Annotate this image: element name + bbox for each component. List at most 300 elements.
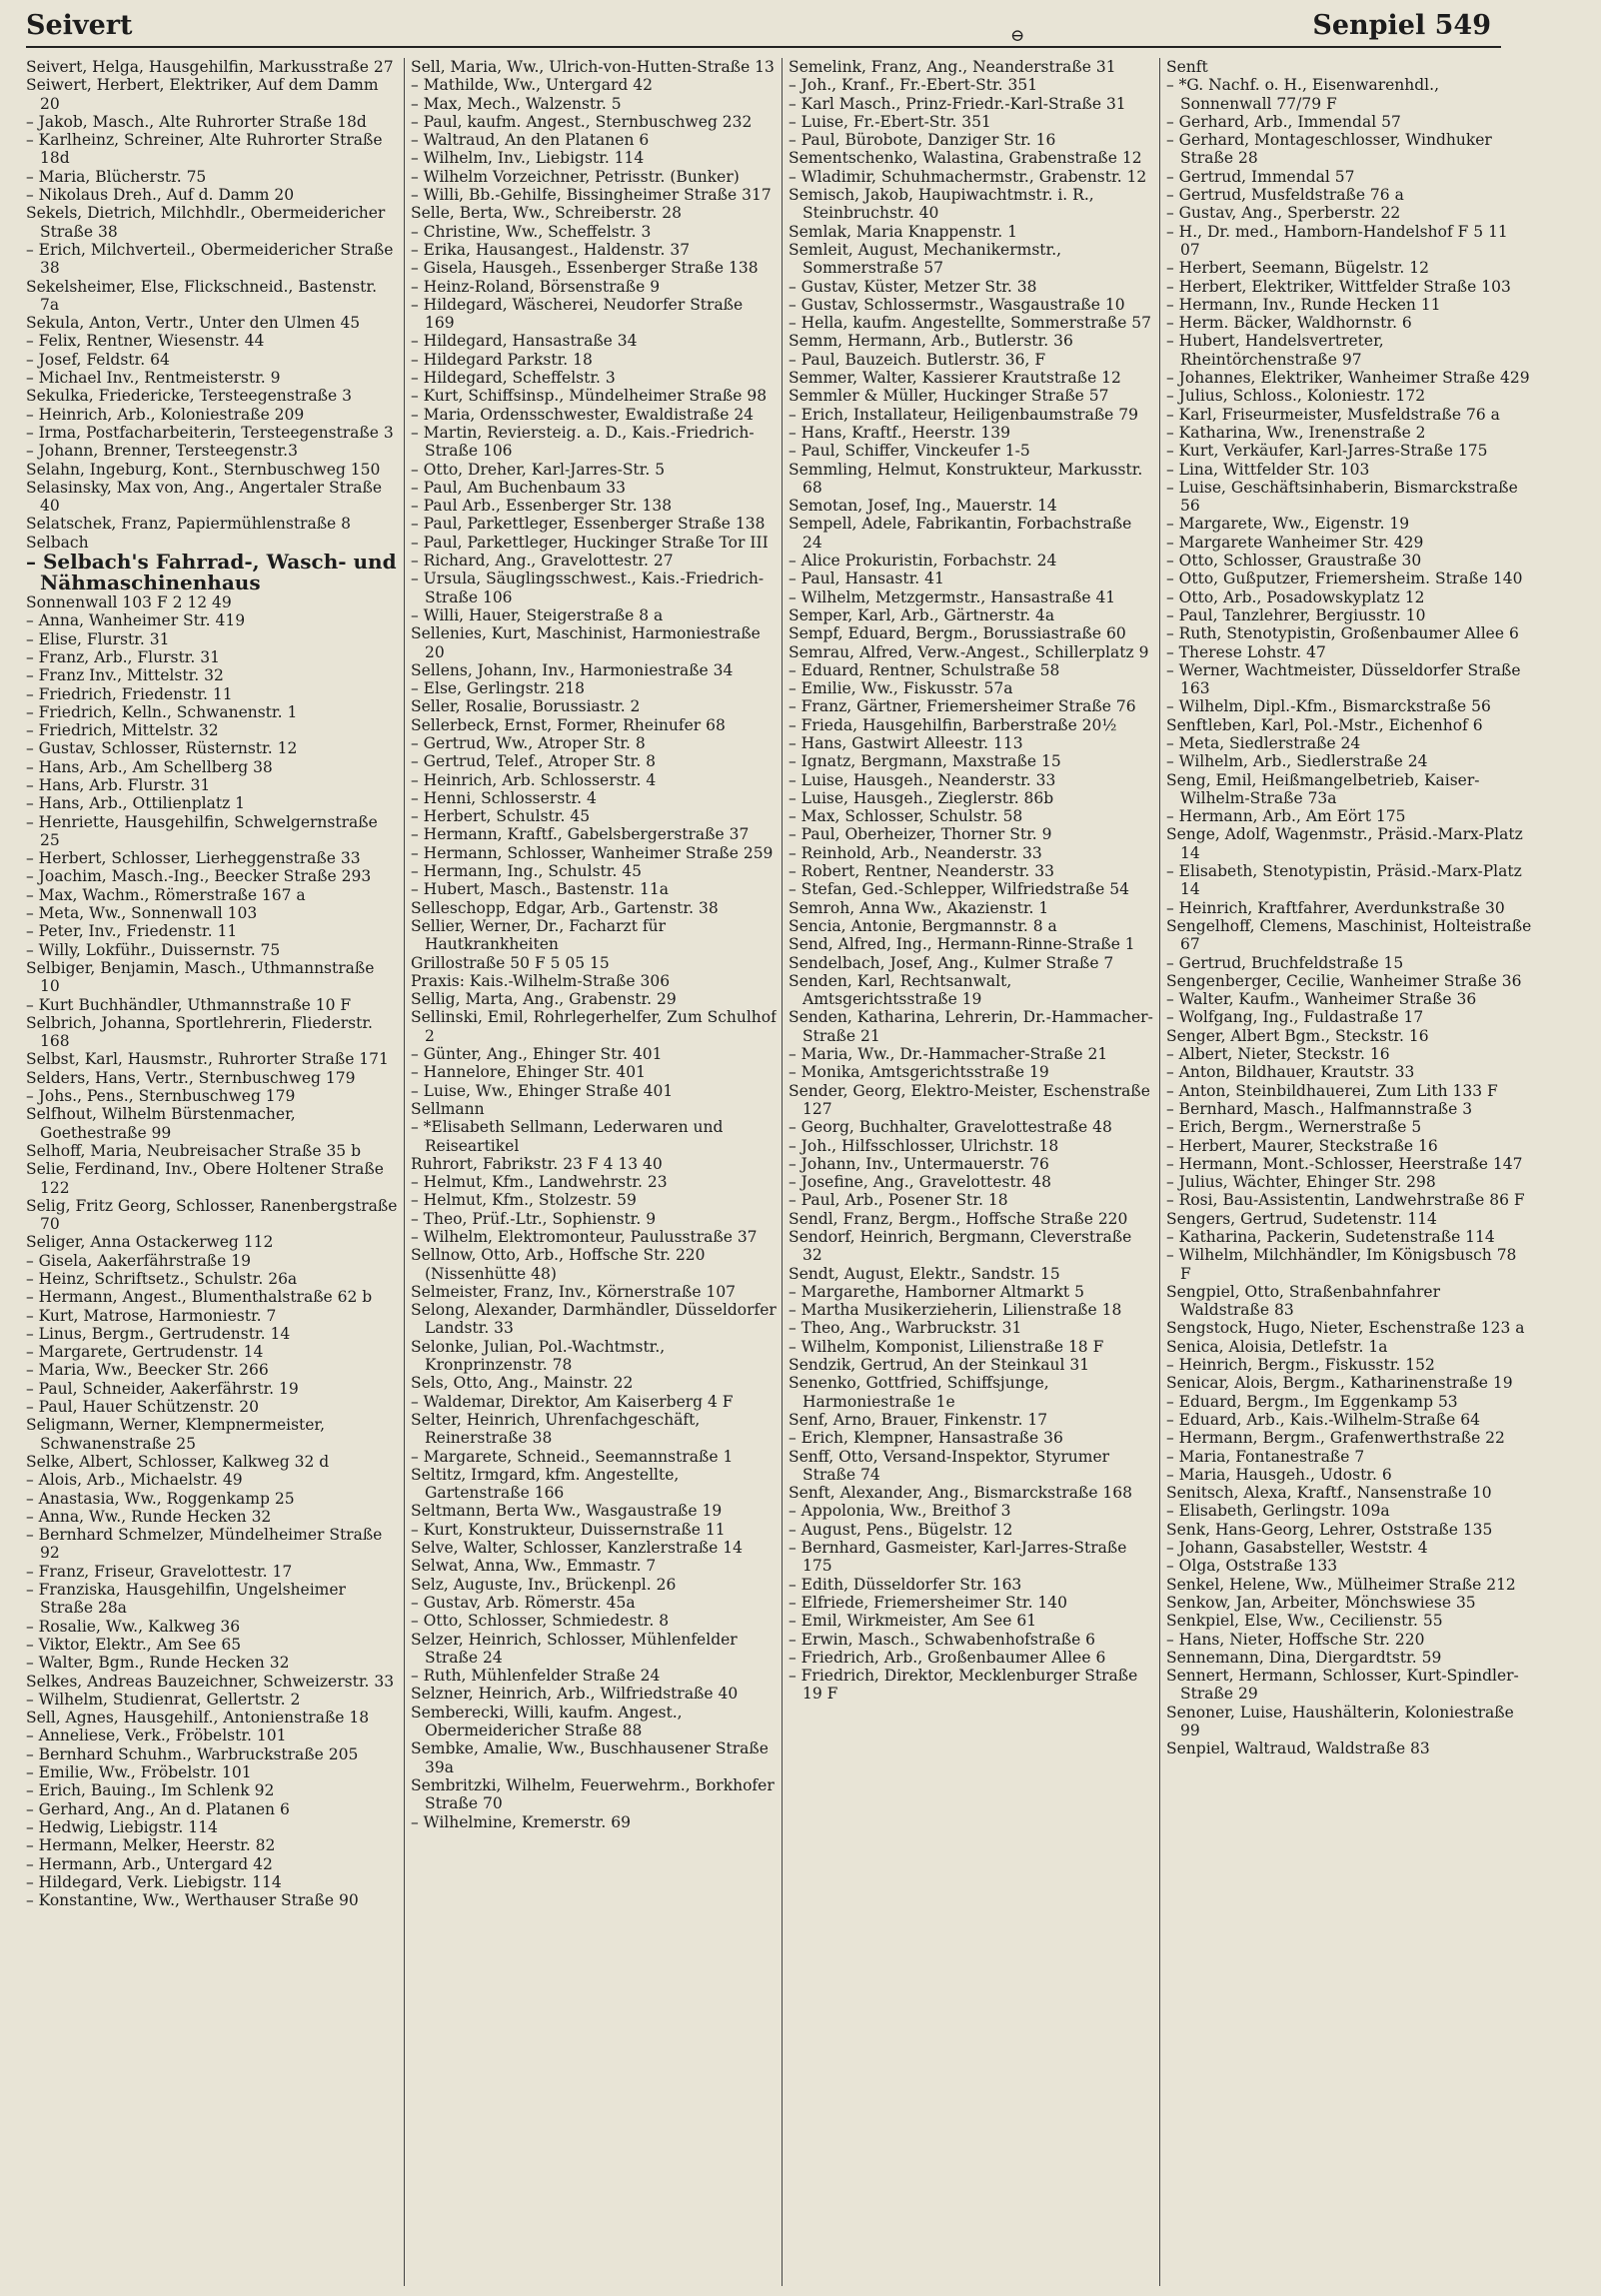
entry: Senf, Arno, Brauer, Finkenstr. 17 — [789, 1410, 1048, 1429]
entry: – Karl, Friseurmeister, Musfeldstraße 76 a — [1166, 405, 1500, 424]
entry: – Hella, kaufm. Angestellte, Sommerstraße 57 — [789, 314, 1152, 333]
entry: – Erich, Klempner, Hansastraße 36 — [789, 1429, 1063, 1448]
entry: – Günter, Ang., Ehinger Str. 401 — [411, 1045, 663, 1064]
entry: Semmling, Helmut, Konstrukteur, Markusstr. 68 — [789, 460, 1143, 497]
entry: Semberecki, Willi, kaufm. Angest., Obermeidericher Straße 88 — [411, 1703, 683, 1740]
entry: – Erich, Bergm., Wernerstraße 5 — [1166, 1118, 1422, 1137]
entry: – Wladimir, Schuhmachermstr., Grabenstr. 12 — [789, 167, 1147, 186]
entry: Sellmann — [411, 1099, 485, 1118]
entry: Grillostraße 50 F 5 05 15 — [411, 953, 610, 972]
entry: – Ursula, Säuglingsschwest., Kais.-Friedrich-Straße 106 — [411, 570, 765, 606]
entry: – Mathilde, Ww., Untergard 42 — [411, 76, 654, 95]
entry: – Herbert, Seemann, Bügelstr. 12 — [1166, 259, 1429, 278]
entry: – Paul, Oberheizer, Thorner Str. 9 — [789, 825, 1052, 844]
entry: – Lina, Wittfelder Str. 103 — [1166, 460, 1370, 479]
entry: Senk, Hans-Georg, Lehrer, Oststraße 135 — [1166, 1520, 1493, 1539]
entry: Selzer, Heinrich, Schlosser, Mühlenfelder Straße 24 — [411, 1630, 738, 1667]
entry: – Paul, Tanzlehrer, Bergiusstr. 10 — [1166, 605, 1426, 624]
entry: Sengstock, Hugo, Nieter, Eschenstraße 123 a — [1166, 1319, 1525, 1338]
entry: Selbiger, Benjamin, Masch., Uthmannstraße 10 — [26, 958, 375, 996]
entry: – Otto, Schlosser, Schmiedestr. 8 — [411, 1612, 670, 1631]
entry: – Heinz-Roland, Börsenstraße 9 — [411, 277, 661, 296]
entry: Selie, Ferdinand, Inv., Obere Holtener Straße 122 — [26, 1160, 384, 1197]
entry: – Elfriede, Friemersheimer Str. 140 — [789, 1593, 1068, 1612]
entry: Sellerbeck, Ernst, Former, Rheinufer 68 — [411, 715, 726, 734]
entry: – Nikolaus Dreh., Auf d. Damm 20 — [26, 186, 295, 205]
entry: Selwat, Anna, Ww., Emmastr. 7 — [411, 1557, 657, 1576]
entry: Senpiel, Waltraud, Waldstraße 83 — [1166, 1739, 1430, 1758]
entry: Sellenies, Kurt, Maschinist, Harmoniestraße 20 — [411, 624, 761, 661]
entry: – Kurt Buchhändler, Uthmannstraße 10 F — [26, 995, 352, 1014]
entry: – Appolonia, Ww., Breithof 3 — [789, 1502, 1011, 1521]
entry: – Werner, Wachtmeister, Düsseldorfer Straße 163 — [1166, 660, 1521, 698]
entry: – *Elisabeth Sellmann, Lederwaren und Reiseartikel — [411, 1118, 724, 1155]
entry: – Wilhelm, Arb., Siedlerstraße 24 — [1166, 752, 1428, 771]
entry: – Luise, Fr.-Ebert-Str. 351 — [789, 112, 991, 131]
entry: – Henriette, Hausgehilfin, Schwelgernstraße 25 — [26, 812, 378, 849]
entry: Sengpiel, Otto, Straßenbahnfahrer Waldstraße 83 — [1166, 1282, 1440, 1320]
entry: Selders, Hans, Vertr., Sternbuschweg 179 — [26, 1068, 356, 1087]
entry: – Irma, Postfacharbeiterin, Tersteegenstraße 3 — [26, 423, 394, 442]
entry: – Margarete, Ww., Eigenstr. 19 — [1166, 515, 1410, 534]
entry: Selve, Walter, Schlosser, Kanzlerstraße 14 — [411, 1539, 744, 1558]
entry: – Heinrich, Arb. Schlosserstr. 4 — [411, 770, 657, 789]
entry: – Alois, Arb., Michaelstr. 49 — [26, 1471, 243, 1490]
entry: – Gerhard, Arb., Immendal 57 — [1166, 112, 1401, 131]
entry: Selhoff, Maria, Neubreisacher Straße 35 b — [26, 1141, 362, 1160]
entry: Senge, Adolf, Wagenmstr., Präsid.-Marx-Platz 14 — [1166, 825, 1523, 862]
entry: – Karl Masch., Prinz-Friedr.-Karl-Straße 31 — [789, 94, 1126, 113]
entry: Sendl, Franz, Bergm., Hoffsche Straße 220 — [789, 1209, 1128, 1228]
entry: – Herbert, Elektriker, Wittfelder Straße 103 — [1166, 277, 1511, 296]
entry: – Hildegard, Hansastraße 34 — [411, 332, 638, 351]
entry: – Gustav, Schlosser, Rüsternstr. 12 — [26, 739, 298, 758]
entry: – Meta, Ww., Sonnenwall 103 — [26, 904, 258, 923]
entry: Semotan, Josef, Ing., Mauerstr. 14 — [789, 497, 1057, 516]
entry: – Maria, Ww., Dr.-Hammacher-Straße 21 — [789, 1045, 1108, 1064]
entry: Senitsch, Alexa, Kraftf., Nansenstraße 10 — [1166, 1484, 1492, 1503]
entry: Senenko, Gottfried, Schiffsjunge, Harmoniestraße 1e — [789, 1374, 1049, 1411]
entry: Senden, Karl, Rechtsanwalt, Amtsgerichtsstraße 19 — [789, 971, 1012, 1009]
entry: Selzner, Heinrich, Arb., Wilfriedstraße 40 — [411, 1685, 739, 1704]
entry: – Paul, Am Buchenbaum 33 — [411, 478, 626, 497]
entry: – Hermann, Mont.-Schlosser, Heerstraße 147 — [1166, 1154, 1523, 1173]
entry: – *G. Nachf. o. H., Eisenwarenhdl., Sonnenwall 77/79 F — [1166, 76, 1439, 113]
entry: Sekulka, Friedericke, Tersteegenstraße 3 — [26, 387, 352, 406]
entry: – Therese Lohstr. 47 — [1166, 642, 1326, 661]
entry: – Walter, Bgm., Runde Hecken 32 — [26, 1654, 290, 1673]
entry: Sellens, Johann, Inv., Harmoniestraße 34 — [411, 660, 734, 679]
entry: Sekula, Anton, Vertr., Unter den Ulmen 45 — [26, 314, 361, 333]
entry: – Maria, Ww., Beecker Str. 266 — [26, 1361, 269, 1380]
entry: Semlak, Maria Knappenstr. 1 — [789, 222, 1017, 241]
entry: – Hermann, Inv., Runde Hecken 11 — [1166, 295, 1441, 314]
entry: Senft — [1166, 58, 1208, 76]
entry: – Hubert, Handelsvertreter, Rheintörchenstraße 97 — [1166, 332, 1384, 369]
entry: – Paul, Parkettleger, Essenberger Straße 138 — [411, 515, 766, 534]
entry: Seller, Rosalie, Borussiastr. 2 — [411, 697, 641, 716]
entry: – Franz Inv., Mittelstr. 32 — [26, 666, 224, 685]
entry: Sonnenwall 103 F 2 12 49 — [26, 593, 232, 612]
entry: – Eduard, Bergm., Im Eggenkamp 53 — [1166, 1392, 1458, 1411]
entry: Send, Alfred, Ing., Hermann-Rinne-Straße 1 — [789, 935, 1135, 954]
entry: – Walter, Kaufm., Wanheimer Straße 36 — [1166, 990, 1477, 1009]
entry: – Henni, Schlosserstr. 4 — [411, 788, 597, 807]
entry: Sellig, Marta, Ang., Grabenstr. 29 — [411, 990, 677, 1009]
entry: – Christine, Ww., Scheffelstr. 3 — [411, 222, 652, 241]
entry: – Ignatz, Bergmann, Maxstraße 15 — [789, 752, 1061, 771]
entry: – Herbert, Maurer, Steckstraße 16 — [1166, 1136, 1438, 1155]
entry: – Josefine, Ang., Gravelottestr. 48 — [789, 1173, 1051, 1192]
entry: – Hermann, Ing., Schulstr. 45 — [411, 862, 643, 881]
entry: – Gerhard, Montageschlosser, Windhuker Straße 28 — [1166, 131, 1492, 168]
entry: Seltmann, Berta Ww., Wasgaustraße 19 — [411, 1502, 723, 1521]
entry: Selonke, Julian, Pol.-Wachtmstr., Kronprinzenstr. 78 — [411, 1337, 666, 1375]
entry: – Rosi, Bau-Assistentin, Landwehrstraße 86 F — [1166, 1191, 1525, 1210]
entry: – Kurt, Konstrukteur, Duissernstraße 11 — [411, 1520, 726, 1539]
entry: – Erwin, Masch., Schwabenhofstraße 6 — [789, 1630, 1096, 1649]
entry: Sendt, August, Elektr., Sandstr. 15 — [789, 1264, 1060, 1283]
entry: – Bernhard Schuhm., Warbruckstraße 205 — [26, 1744, 359, 1763]
column-3 — [782, 58, 1154, 2286]
entry: Selbrich, Johanna, Sportlehrerin, Fliederstr. 168 — [26, 1013, 373, 1051]
entry: – Max, Wachm., Römerstraße 167 a — [26, 885, 306, 904]
entry: – Gertrud, Telef., Atroper Str. 8 — [411, 752, 657, 771]
entry: Senft, Alexander, Ang., Bismarckstraße 168 — [789, 1484, 1133, 1503]
entry: – Paul, Hauer Schützenstr. 20 — [26, 1398, 259, 1417]
entry: – Linus, Bergm., Gertrudenstr. 14 — [26, 1324, 291, 1343]
entry: Seliger, Anna Ostackerweg 112 — [26, 1233, 274, 1252]
entry: – Luise, Ww., Ehinger Straße 401 — [411, 1081, 674, 1100]
entry: Sekels, Dietrich, Milchhdlr., Obermeidericher Straße 38 — [26, 204, 386, 241]
entry: – Gisela, Aakerfährstraße 19 — [26, 1251, 251, 1270]
entry: – Gerhard, Ang., An d. Platanen 6 — [26, 1799, 290, 1818]
entry: – Ruth, Stenotypistin, Großenbaumer Allee 6 — [1166, 624, 1519, 643]
entry: – Viktor, Elektr., Am See 65 — [26, 1635, 242, 1654]
entry: – Eduard, Rentner, Schulstraße 58 — [789, 660, 1060, 679]
entry: – Hermann, Bergm., Grafenwerthstraße 22 — [1166, 1429, 1505, 1448]
entry: – Erich, Installateur, Heiligenbaumstraße 79 — [789, 405, 1138, 424]
entry: Sempf, Eduard, Bergm., Borussiastraße 60 — [789, 624, 1126, 643]
entry: – Rosalie, Ww., Kalkweg 36 — [26, 1617, 241, 1636]
entry: – Luise, Geschäftsinhaberin, Bismarckstraße 56 — [1166, 478, 1518, 516]
entry: – August, Pens., Bügelstr. 12 — [789, 1520, 1013, 1539]
entry: – Hans, Gastwirt Alleestr. 113 — [789, 733, 1023, 752]
entry: – Franz, Gärtner, Friemersheimer Straße 76 — [789, 697, 1136, 716]
entry: Selleschopp, Edgar, Arb., Gartenstr. 38 — [411, 898, 719, 917]
entry: – Margarethe, Hamborner Altmarkt 5 — [789, 1282, 1084, 1301]
entry: – Paul, Parkettleger, Huckinger Straße Tor III — [411, 533, 769, 552]
entry: – Herm. Bäcker, Waldhornstr. 6 — [1166, 314, 1412, 333]
entry: Selke, Albert, Schlosser, Kalkweg 32 d — [26, 1452, 330, 1471]
entry: – Stefan, Ged.-Schlepper, Wilfriedstraße 54 — [789, 880, 1129, 899]
entry: – Theo, Prüf.-Ltr., Sophienstr. 9 — [411, 1209, 657, 1228]
entry: – Kurt, Verkäufer, Karl-Jarres-Straße 175 — [1166, 442, 1488, 461]
entry: – Paul, Schiffer, Vinckeufer 1-5 — [789, 442, 1030, 461]
entry: – Willy, Lokführ., Duissernstr. 75 — [26, 940, 281, 959]
entry: – Paul, Hansastr. 41 — [789, 570, 944, 588]
entry: Selmeister, Franz, Inv., Körnerstraße 107 — [411, 1282, 737, 1301]
header-left-name: Seivert — [26, 10, 133, 41]
entry: – Wilhelmine, Kremerstr. 69 — [411, 1812, 631, 1831]
entry: – Joachim, Masch.-Ing., Beecker Straße 293 — [26, 867, 372, 886]
entry: Sell, Agnes, Hausgehilf., Antonienstraße 18 — [26, 1709, 370, 1727]
entry: – Paul, Schneider, Aakerfährstr. 19 — [26, 1379, 299, 1398]
entry: Senkow, Jan, Arbeiter, Mönchswiese 35 — [1166, 1593, 1476, 1612]
entry: Semmler & Müller, Huckinger Straße 57 — [789, 387, 1109, 406]
entry: – Wilhelm, Studienrat, Gellertstr. 2 — [26, 1690, 301, 1709]
entry: – Waltraud, An den Platanen 6 — [411, 131, 650, 150]
entry: Selbst, Karl, Hausmstr., Ruhrorter Straße 171 — [26, 1050, 389, 1069]
entry: – Karlheinz, Schreiner, Alte Ruhrorter Straße 18d — [26, 131, 383, 168]
entry: – Erich, Bauing., Im Schlenk 92 — [26, 1781, 275, 1800]
entry: – H., Dr. med., Hamborn-Handelshof F 5 11 07 — [1166, 222, 1508, 259]
entry: Selz, Auguste, Inv., Brückenpl. 26 — [411, 1575, 677, 1594]
entry: – Gertrud, Musfeldstraße 76 a — [1166, 186, 1404, 205]
column-4 — [1159, 58, 1532, 2286]
entry: – Paul Arb., Essenberger Str. 138 — [411, 497, 673, 516]
entry: – Gertrud, Ww., Atroper Str. 8 — [411, 733, 646, 752]
entry: – Else, Gerlingstr. 218 — [411, 679, 586, 698]
entry: – Josef, Feldstr. 64 — [26, 350, 170, 369]
entry: – Friedrich, Friedenstr. 11 — [26, 684, 233, 703]
entry: – Emilie, Ww., Fröbelstr. 101 — [26, 1763, 252, 1782]
entry: – Katharina, Packerin, Sudetenstraße 114 — [1166, 1228, 1495, 1246]
entry: Sell, Maria, Ww., Ulrich-von-Hutten-Straße 13 — [411, 58, 775, 76]
entry: – Friedrich, Direktor, Mecklenburger Straße 19 F — [789, 1667, 1138, 1704]
entry: Selter, Heinrich, Uhrenfachgeschäft, Reinerstraße 38 — [411, 1410, 701, 1448]
entry: Selasinsky, Max von, Ang., Angertaler Straße 40 — [26, 478, 383, 516]
entry: – Hermann, Melker, Heerstr. 82 — [26, 1836, 276, 1855]
entry: Semleit, August, Mechanikermstr., Sommerstraße 57 — [789, 240, 1062, 278]
entry: – Michael Inv., Rentmeisterstr. 9 — [26, 369, 281, 388]
entry: Sembritzki, Wilhelm, Feuerwehrm., Borkhofer Straße 70 — [411, 1775, 775, 1813]
entry: – Martin, Reviersteig. a. D., Kais.-Friedrich-Straße 106 — [411, 423, 755, 461]
entry: – Gertrud, Immendal 57 — [1166, 167, 1355, 186]
entry: – Elisabeth, Gerlingstr. 109a — [1166, 1502, 1390, 1521]
entry: – Emilie, Ww., Fiskusstr. 57a — [789, 679, 1013, 698]
entry: Sennert, Hermann, Schlosser, Kurt-Spindler-Straße 29 — [1166, 1667, 1519, 1704]
entry: – Hannelore, Ehinger Str. 401 — [411, 1063, 646, 1082]
entry: – Heinz, Schriftsetz., Schulstr. 26a — [26, 1270, 298, 1288]
entry: Semper, Karl, Arb., Gärtnerstr. 4a — [789, 605, 1055, 624]
entry: – Anna, Wanheimer Str. 419 — [26, 611, 246, 630]
entry: – Wilhelm, Milchhändler, Im Königsbusch 78 F — [1166, 1246, 1517, 1283]
entry: – Reinhold, Arb., Neanderstr. 33 — [789, 843, 1042, 862]
entry: Senoner, Luise, Haushälterin, Koloniestraße 99 — [1166, 1703, 1514, 1740]
entry: Sementschenko, Walastina, Grabenstraße 12 — [789, 149, 1142, 168]
entry: – Franz, Arb., Flurstr. 31 — [26, 647, 220, 666]
entry: Selahn, Ingeburg, Kont., Sternbuschweg 150 — [26, 460, 381, 479]
entry: – Herbert, Schlosser, Lierheggenstraße 33 — [26, 849, 361, 868]
entry: – Edith, Düsseldorfer Str. 163 — [789, 1575, 1022, 1594]
header-center-mark: ⊖ — [1010, 26, 1025, 46]
entry: – Franziska, Hausgehilfin, Ungelsheimer Straße 28a — [26, 1581, 346, 1618]
entry: Sencia, Antonie, Bergmannstr. 8 a — [789, 916, 1057, 935]
entry: – Heinrich, Kraftfahrer, Averdunkstraße 30 — [1166, 898, 1505, 917]
entry: – Gisela, Hausgeh., Essenberger Straße 138 — [411, 259, 759, 278]
entry: – Paul, Arb., Posener Str. 18 — [789, 1191, 1008, 1210]
column-2 — [404, 58, 777, 2286]
entry: – Hildegard, Wäscherei, Neudorfer Straße 169 — [411, 295, 744, 333]
entry: – Eduard, Arb., Kais.-Wilhelm-Straße 64 — [1166, 1410, 1480, 1429]
entry: Selatschek, Franz, Papiermühlenstraße 8 — [26, 515, 352, 534]
entry: – Jakob, Masch., Alte Ruhrorter Straße 18d — [26, 112, 367, 131]
entry: – Hildegard, Scheffelstr. 3 — [411, 369, 616, 388]
entry: – Hans, Nieter, Hoffsche Str. 220 — [1166, 1630, 1425, 1649]
entry: – Hans, Arb. Flurstr. 31 — [26, 775, 211, 794]
entry: – Ruth, Mühlenfelder Straße 24 — [411, 1667, 661, 1686]
entry: Selbach — [26, 533, 89, 552]
entry: – Maria, Fontanestraße 7 — [1166, 1447, 1365, 1466]
entry: – Margarete, Schneid., Seemannstraße 1 — [411, 1447, 734, 1466]
header-right-name-page: Senpiel 549 — [1312, 10, 1491, 41]
entry: – Kurt, Schiffsinsp., Mündelheimer Straße 98 — [411, 387, 768, 406]
entry: – Gustav, Schlossermstr., Wasgaustraße 10 — [789, 295, 1125, 314]
entry: Sengenberger, Cecilie, Wanheimer Straße 36 — [1166, 971, 1522, 990]
entry: – Joh., Kranf., Fr.-Ebert-Str. 351 — [789, 76, 1038, 95]
entry: – Wilhelm Vorzeichner, Petrisstr. (Bunker) — [411, 167, 740, 186]
entry: – Gustav, Arb. Römerstr. 45a — [411, 1593, 636, 1612]
entry: – Friedrich, Mittelstr. 32 — [26, 721, 219, 740]
entry: – Elisabeth, Stenotypistin, Präsid.-Marx-Platz 14 — [1166, 862, 1522, 899]
entry: – Hermann, Kraftf., Gabelsbergerstraße 37 — [411, 825, 750, 844]
entry: – Otto, Dreher, Karl-Jarres-Str. 5 — [411, 460, 666, 479]
entry: – Peter, Inv., Friedenstr. 11 — [26, 922, 238, 941]
entry: – Margarete Wanheimer Str. 429 — [1166, 533, 1424, 552]
entry: – Wilhelm, Metzgermstr., Hansastraße 41 — [789, 587, 1116, 606]
entry: – Otto, Gußputzer, Friemersheim. Straße 140 — [1166, 570, 1523, 588]
entry: – Wilhelm, Elektromonteur, Paulusstraße 37 — [411, 1228, 758, 1246]
entry: – Johs., Pens., Sternbuschweg 179 — [26, 1087, 296, 1106]
entry: – Georg, Buchhalter, Gravelottestraße 48 — [789, 1118, 1112, 1137]
entry: Sels, Otto, Ang., Mainstr. 22 — [411, 1374, 634, 1393]
entry: – Paul, Bürobote, Danziger Str. 16 — [789, 131, 1056, 150]
entry: Senff, Otto, Versand-Inspektor, Styrumer Straße 74 — [789, 1447, 1110, 1484]
entry: Selig, Fritz Georg, Schlosser, Ranenbergstraße 70 — [26, 1196, 398, 1234]
entry: Seng, Emil, Heißmangelbetrieb, Kaiser-Wilhelm-Straße 73a — [1166, 770, 1480, 807]
entry: – Friedrich, Arb., Großenbaumer Allee 6 — [789, 1648, 1106, 1667]
entry: – Max, Mech., Walzenstr. 5 — [411, 94, 622, 113]
entry: Selong, Alexander, Darmhändler, Düsseldorfer Landstr. 33 — [411, 1301, 777, 1338]
entry: – Max, Schlosser, Schulstr. 58 — [789, 807, 1023, 826]
entry: – Hans, Arb., Ottilienplatz 1 — [26, 794, 246, 813]
page-header — [26, 10, 1501, 48]
entry: – Heinrich, Arb., Koloniestraße 209 — [26, 405, 305, 424]
entry: – Hubert, Masch., Bastenstr. 11a — [411, 880, 669, 899]
entry: – Willi, Bb.-Gehilfe, Bissingheimer Straße 317 — [411, 186, 772, 205]
entry: Senicar, Alois, Bergm., Katharinenstraße 19 — [1166, 1374, 1513, 1393]
entry: Senica, Aloisia, Detlefstr. 1a — [1166, 1337, 1388, 1356]
entry: Semroh, Anna Ww., Akazienstr. 1 — [789, 898, 1049, 917]
entry: – Julius, Schloss., Koloniestr. 172 — [1166, 387, 1426, 406]
entry: – Margarete, Gertrudenstr. 14 — [26, 1343, 264, 1362]
entry: – Anna, Ww., Runde Hecken 32 — [26, 1507, 272, 1526]
entry: – Hildegard Parkstr. 18 — [411, 350, 593, 369]
entry: – Otto, Schlosser, Graustraße 30 — [1166, 552, 1422, 571]
entry: – Maria, Ordensschwester, Ewaldistraße 24 — [411, 405, 755, 424]
entry: Sekelsheimer, Else, Flickschneid., Bastenstr. 7a — [26, 277, 378, 314]
entry: – Monika, Amtsgerichtsstraße 19 — [789, 1063, 1049, 1082]
entry: – Johann, Gasabsteller, Weststr. 4 — [1166, 1539, 1428, 1558]
entry: – Elise, Flurstr. 31 — [26, 629, 170, 648]
entry: – Johann, Inv., Untermauerstr. 76 — [789, 1154, 1049, 1173]
entry: – Martha Musikerzieherin, Lilienstraße 18 — [789, 1301, 1122, 1320]
entry: – Wilhelm, Komponist, Lilienstraße 18 F — [789, 1337, 1104, 1356]
entry: – Alice Prokuristin, Forbachstr. 24 — [789, 552, 1057, 571]
entry: Sembke, Amalie, Ww., Buschhausener Straße 39a — [411, 1739, 769, 1776]
entry: Semelink, Franz, Ang., Neanderstraße 31 — [789, 58, 1116, 76]
entry: – Felix, Rentner, Wiesenstr. 44 — [26, 332, 265, 351]
entry: Senkel, Helene, Ww., Mülheimer Straße 212 — [1166, 1575, 1516, 1594]
entry: Senkpiel, Else, Ww., Cecilienstr. 55 — [1166, 1612, 1443, 1631]
column-1 — [26, 58, 398, 2286]
entry: Sender, Georg, Elektro-Meister, Eschenstraße 127 — [789, 1081, 1150, 1118]
entry: Seivert, Helga, Hausgehilfin, Markusstraße 27 — [26, 58, 394, 76]
entry: Ruhrort, Fabrikstr. 23 F 4 13 40 — [411, 1154, 663, 1173]
entry: Senden, Katharina, Lehrerin, Dr.-Hammacher-Straße 21 — [789, 1008, 1153, 1045]
entry: – Albert, Nieter, Steckstr. 16 — [1166, 1045, 1390, 1064]
entry: – Maria, Hausgeh., Udostr. 6 — [1166, 1465, 1392, 1484]
entry: Sellnow, Otto, Arb., Hoffsche Str. 220 (Nissenhütte 48) — [411, 1246, 706, 1283]
entry: – Otto, Arb., Posadowskyplatz 12 — [1166, 587, 1425, 606]
entry: – Hedwig, Liebigstr. 114 — [26, 1817, 218, 1836]
entry: – Anastasia, Ww., Roggenkamp 25 — [26, 1489, 295, 1508]
entry: – Richard, Ang., Gravelottestr. 27 — [411, 552, 674, 571]
entry: – Johann, Brenner, Tersteegenstr.3 — [26, 442, 298, 461]
entry: – Herbert, Schulstr. 45 — [411, 807, 591, 826]
entry: – Maria, Blücherstr. 75 — [26, 167, 207, 186]
entry: – Hans, Arb., Am Schellberg 38 — [26, 757, 273, 776]
entry: Seltitz, Irmgard, kfm. Angestellte, Gartenstraße 166 — [411, 1465, 680, 1503]
entry: Semm, Hermann, Arb., Butlerstr. 36 — [789, 332, 1073, 351]
entry: Sendorf, Heinrich, Bergmann, Cleverstraße 32 — [789, 1228, 1132, 1265]
entry: – Konstantine, Ww., Werthauser Straße 90 — [26, 1891, 359, 1910]
entry: – Emil, Wirkmeister, Am See 61 — [789, 1612, 1037, 1631]
entry: – Hans, Kraftf., Heerstr. 139 — [789, 423, 1010, 442]
entry: – Franz, Friseur, Gravelottestr. 17 — [26, 1562, 293, 1581]
entry: Sengers, Gertrud, Sudetenstr. 114 — [1166, 1209, 1437, 1228]
entry: – Hermann, Schlosser, Wanheimer Straße 259 — [411, 843, 774, 862]
entry: Sennemann, Dina, Diergardtstr. 59 — [1166, 1648, 1442, 1667]
directory-columns — [26, 58, 1530, 2286]
entry: – Erika, Hausangest., Haldenstr. 37 — [411, 240, 691, 259]
entry: – Anton, Bildhauer, Krautstr. 33 — [1166, 1063, 1415, 1082]
entry: – Joh., Hilfsschlosser, Ulrichstr. 18 — [789, 1136, 1059, 1155]
entry: Selkes, Andreas Bauzeichner, Schweizerstr. 33 — [26, 1672, 395, 1691]
entry: Selfhout, Wilhelm Bürstenmacher, Goethestraße 99 — [26, 1105, 296, 1142]
entry: – Helmut, Kfm., Stolzestr. 59 — [411, 1191, 637, 1210]
entry: – Wilhelm, Inv., Liebigstr. 114 — [411, 149, 645, 168]
entry: – Heinrich, Bergm., Fiskusstr. 152 — [1166, 1356, 1435, 1375]
entry: – Gustav, Küster, Metzer Str. 38 — [789, 277, 1037, 296]
entry: – Gertrud, Bruchfeldstraße 15 — [1166, 953, 1404, 972]
entry: Senger, Albert Bgm., Steckstr. 16 — [1166, 1026, 1429, 1045]
entry: Sellinski, Emil, Rohrlegerhelfer, Zum Schulhof 2 — [411, 1008, 777, 1045]
entry: – Hermann, Angest., Blumenthalstraße 62 b — [26, 1288, 373, 1307]
entry: Semrau, Alfred, Verw.-Angest., Schillerplatz 9 — [789, 642, 1149, 661]
entry: Semmer, Walter, Kassierer Krautstraße 12 — [789, 369, 1121, 388]
entry: – Robert, Rentner, Neanderstr. 33 — [789, 862, 1054, 881]
entry: – Luise, Hausgeh., Neanderstr. 33 — [789, 770, 1056, 789]
entry: Sempell, Adele, Fabrikantin, Forbachstraße 24 — [789, 515, 1132, 552]
entry: – Helmut, Kfm., Landwehrstr. 23 — [411, 1173, 668, 1192]
entry: – Johannes, Elektriker, Wanheimer Straße 429 — [1166, 369, 1530, 388]
entry: – Olga, Oststraße 133 — [1166, 1557, 1338, 1576]
entry: Sendzik, Gertrud, An der Steinkaul 31 — [789, 1356, 1090, 1375]
entry: Seiwert, Herbert, Elektriker, Auf dem Damm 20 — [26, 76, 379, 113]
entry: – Anneliese, Verk., Fröbelstr. 101 — [26, 1726, 287, 1745]
